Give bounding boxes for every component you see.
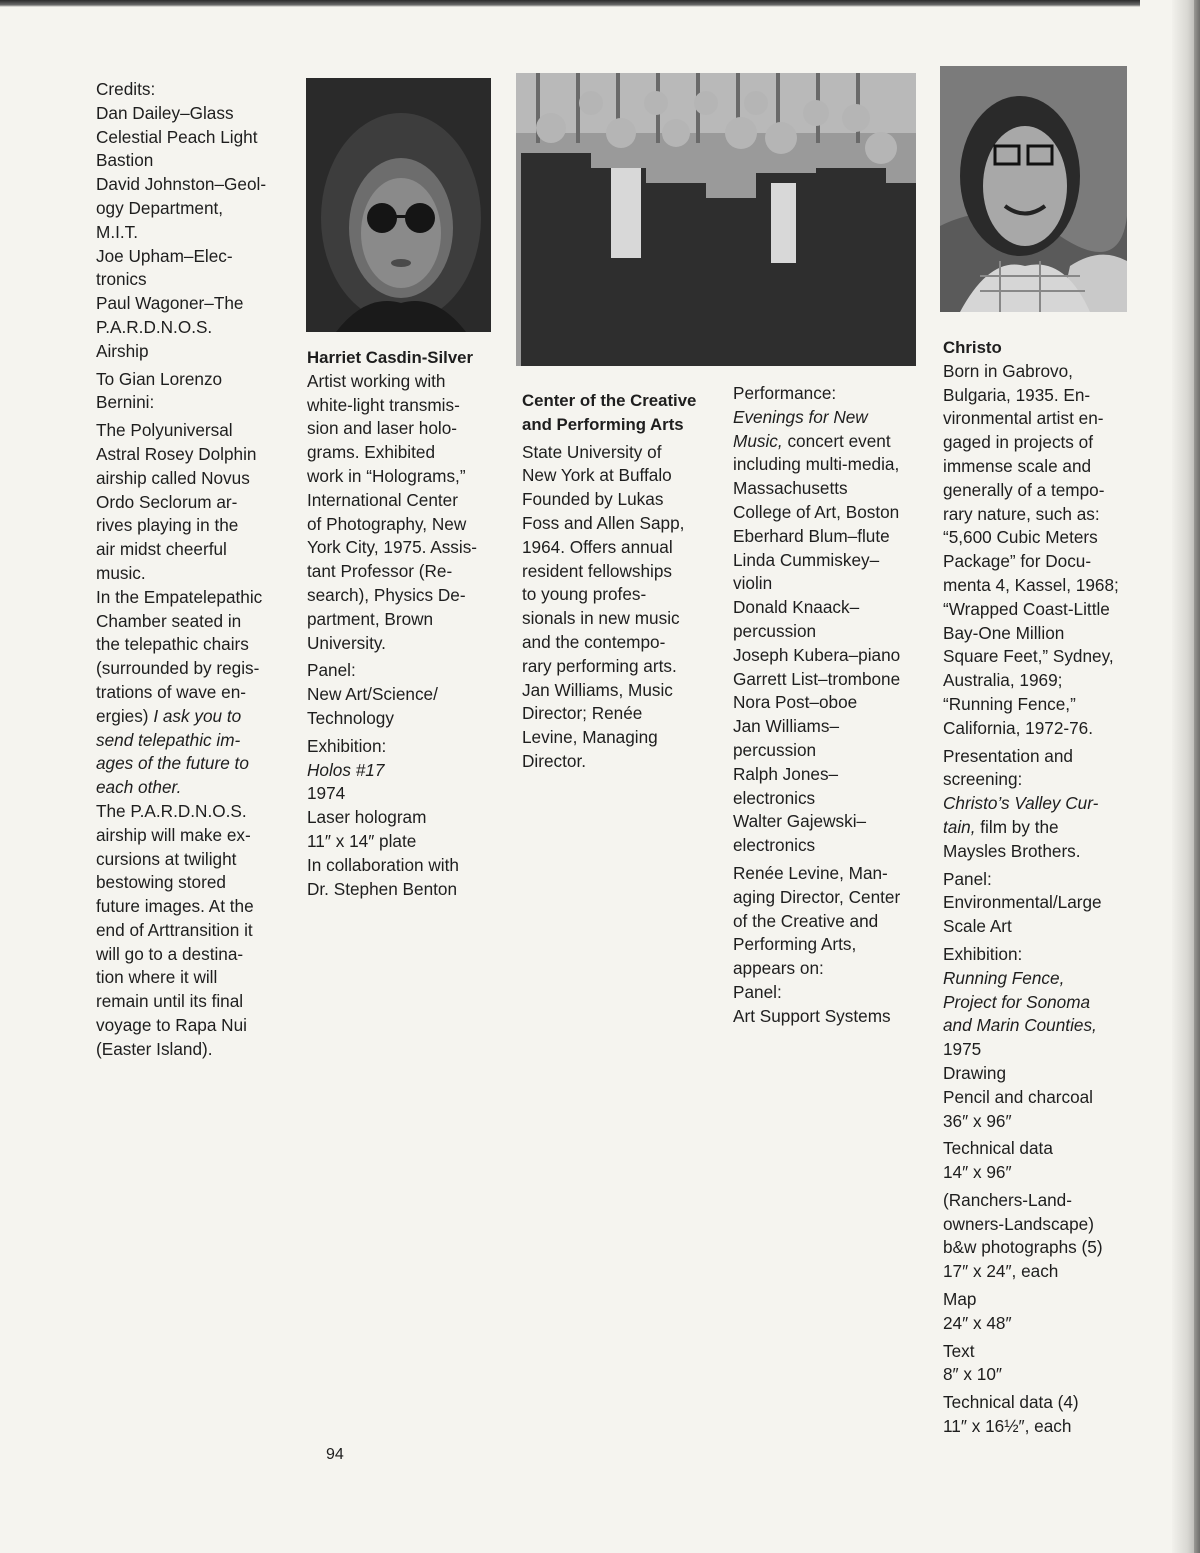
bio-line: vironmental artist en-	[943, 408, 1104, 429]
bio-line: Bay-One Million	[943, 622, 1065, 643]
panel-line: New Art/Science/	[307, 684, 438, 705]
performer-line: percussion	[733, 739, 817, 760]
film-suffix: film by the	[980, 816, 1059, 837]
work-title: Holos #17	[307, 759, 385, 780]
performer-line: Massachusetts	[733, 478, 848, 499]
body-line: Levine, Managing	[522, 727, 658, 748]
bio-line: work in “Holograms,”	[307, 465, 466, 486]
credit-line: Celestial Peach Light	[96, 126, 258, 147]
bio-line: California, 1972-76.	[943, 717, 1094, 738]
map-line: 24″ x 48″	[943, 1312, 1012, 1333]
exhibition-line: 1975	[943, 1039, 982, 1060]
credit-line: M.I.T.	[96, 221, 139, 242]
performer-line: electronics	[733, 787, 816, 808]
photographs-line: owners-Landscape)	[943, 1213, 1094, 1234]
bio-line: Package” for Docu-	[943, 551, 1092, 572]
column-christo	[943, 336, 1119, 1439]
performance-title-mixed	[733, 430, 900, 454]
closing-line: remain until its final	[96, 991, 244, 1012]
body-line: (surrounded by regis-	[96, 658, 260, 679]
artist-name: Harriet Casdin-Silver	[307, 348, 474, 367]
page-binding-shadow	[1194, 0, 1200, 1553]
closing-line: future images. At the	[96, 896, 254, 917]
body-line: 1964. Offers annual	[522, 536, 673, 557]
performer-line: Jan Williams–	[733, 716, 840, 737]
body-line: rives playing in the	[96, 515, 239, 536]
performer-line: Walter Gajewski–	[733, 811, 867, 832]
performer-line: Garrett List–trombone	[733, 668, 901, 689]
technical-data-line: Technical data (4)	[943, 1392, 1079, 1413]
body-line-mixed	[96, 705, 266, 729]
performance-suffix: concert event	[787, 430, 891, 451]
body-line: Chamber seated in	[96, 610, 242, 631]
bio-line: Born in Gabrovo,	[943, 360, 1073, 381]
italic-line: I ask you to	[153, 705, 242, 726]
bio-line: tant Professor (Re-	[307, 561, 453, 582]
performance-label: Performance:	[733, 383, 837, 403]
heading-line: and Performing Arts	[522, 414, 684, 434]
exhibition-label: Exhibition:	[943, 943, 1023, 964]
body-line: Foss and Allen Sapp,	[522, 512, 685, 533]
column-performance	[733, 382, 900, 1029]
exhibition-title: and Marin Counties,	[943, 1015, 1097, 1036]
body-line: Astral Rosey Dolphin	[96, 443, 257, 464]
levine-line: aging Director, Center	[733, 886, 901, 907]
closing-line: cursions at twilight	[96, 848, 237, 869]
film-title: Christo’s Valley Cur-	[943, 793, 1099, 814]
bio-line: Square Feet,” Sydney,	[943, 646, 1114, 667]
bio-line: International Center	[307, 489, 458, 510]
page-number: 94	[326, 1446, 344, 1463]
credit-line: Dan Dailey–Glass	[96, 102, 234, 123]
film-title: tain,	[943, 816, 976, 837]
film-title-mixed	[943, 816, 1119, 840]
performance-title: Evenings for New	[733, 406, 868, 427]
panel-text: Art Support Systems	[733, 1005, 891, 1026]
bio-line: rary nature, such as:	[943, 503, 1100, 524]
dedication-line: Bernini:	[96, 392, 155, 413]
body-line: to young profes-	[522, 584, 647, 605]
bio-line: white-light transmis-	[307, 394, 460, 415]
center-creative-arts-group-photo	[516, 73, 916, 366]
closing-line: airship will make ex-	[96, 824, 251, 845]
exhibition-title: Project for Sonoma	[943, 991, 1091, 1012]
presentation-line: Presentation and	[943, 745, 1073, 766]
column-center-creative-arts	[522, 389, 696, 774]
heading-line: Center of the Creative	[522, 391, 697, 410]
bio-line: “5,600 Cubic Meters	[943, 527, 1098, 548]
exhibition-title: Running Fence,	[943, 967, 1065, 988]
performer-line: Linda Cummiskey–	[733, 549, 880, 570]
panel-label: Panel:	[733, 981, 782, 1002]
column-credits	[96, 78, 266, 1062]
body-line: airship called Novus	[96, 467, 250, 488]
performer-line: College of Art, Boston	[733, 501, 900, 522]
panel-line: Technology	[307, 707, 394, 728]
work-line: 1974	[307, 783, 346, 804]
body-line: rary performing arts.	[522, 655, 677, 676]
performance-title: Music,	[733, 430, 783, 451]
bio-line: “Running Fence,”	[943, 693, 1076, 714]
performer-line: Joseph Kubera–piano	[733, 644, 901, 665]
performer-line: Donald Knaack–	[733, 597, 860, 618]
work-line: 11″ x 14″ plate	[307, 830, 417, 851]
closing-line: tion where it will	[96, 967, 218, 988]
work-line: In collaboration with	[307, 854, 459, 875]
bio-line: sion and laser holo-	[307, 418, 458, 439]
panel-label: Panel:	[943, 868, 992, 889]
credit-line: David Johnston–Geol-	[96, 174, 267, 195]
bio-line: Australia, 1969;	[943, 670, 1063, 691]
exhibition-line: Pencil and charcoal	[943, 1086, 1094, 1107]
credit-line: Airship	[96, 340, 149, 361]
photographs-line: b&w photographs (5)	[943, 1237, 1103, 1258]
body-line: the telepathic chairs	[96, 634, 249, 655]
body-line: Jan Williams, Music	[522, 679, 673, 700]
credit-line: P.A.R.D.N.O.S.	[96, 316, 213, 337]
credit-line: ogy Department,	[96, 197, 224, 218]
performer-line: percussion	[733, 620, 817, 641]
body-line: New York at Buffalo	[522, 465, 672, 486]
performer-line: including multi-media,	[733, 454, 900, 475]
text-item-line: 8″ x 10″	[943, 1364, 1002, 1385]
bio-line: partment, Brown	[307, 608, 434, 629]
performer-line: Eberhard Blum–flute	[733, 525, 890, 546]
body-line: The Polyuniversal	[96, 420, 233, 441]
panel-line: Environmental/Large	[943, 892, 1102, 913]
christo-photo	[940, 66, 1127, 312]
bio-line: search), Physics De-	[307, 584, 466, 605]
credit-line: Paul Wagoner–The	[96, 293, 244, 314]
closing-line: voyage to Rapa Nui	[96, 1015, 247, 1036]
photographs-line: 17″ x 24″, each	[943, 1261, 1059, 1282]
body-line: State University of	[522, 441, 662, 462]
bio-line: York City, 1975. Assis-	[307, 537, 478, 558]
exhibition-line: 36″ x 96″	[943, 1110, 1012, 1131]
text-item-line: Text	[943, 1340, 975, 1361]
body-line: Director; Renée	[522, 703, 643, 724]
bio-line: immense scale and	[943, 455, 1092, 476]
body-line: Ordo Seclorum ar-	[96, 491, 238, 512]
closing-line: end of Arttransition it	[96, 919, 253, 940]
body-line: sionals in new music	[522, 608, 680, 629]
body-line: Director.	[522, 750, 586, 771]
bio-line: generally of a tempo-	[943, 479, 1105, 500]
map-line: Map	[943, 1289, 977, 1310]
page-top-edge	[0, 0, 1140, 7]
panel-label: Panel:	[307, 660, 356, 681]
credit-line: Bastion	[96, 150, 154, 171]
performer-line: Ralph Jones–	[733, 763, 839, 784]
bio-line: menta 4, Kassel, 1968;	[943, 574, 1119, 595]
levine-line: appears on:	[733, 958, 824, 979]
body-line: music.	[96, 562, 146, 583]
bio-line: “Wrapped Coast-Little	[943, 598, 1110, 619]
closing-line: bestowing stored	[96, 872, 226, 893]
dedication-line: To Gian Lorenzo	[96, 368, 223, 389]
bio-line: grams. Exhibited	[307, 442, 436, 463]
italic-line: send telepathic im-	[96, 729, 241, 750]
performer-line: violin	[733, 573, 773, 594]
bio-line: University.	[307, 632, 386, 653]
performer-line: Nora Post–oboe	[733, 692, 858, 713]
closing-line: (Easter Island).	[96, 1038, 213, 1059]
technical-data-line: Technical data	[943, 1138, 1053, 1159]
harriet-casdin-silver-photo	[306, 78, 491, 332]
italic-line: each other.	[96, 777, 182, 798]
credit-line: tronics	[96, 269, 147, 290]
film-credit: Maysles Brothers.	[943, 840, 1081, 861]
exhibition-line: Drawing	[943, 1062, 1007, 1083]
presentation-line: screening:	[943, 769, 1023, 790]
bio-line: Artist working with	[307, 370, 446, 391]
technical-data-line: 14″ x 96″	[943, 1162, 1012, 1183]
performer-line: electronics	[733, 835, 816, 856]
body-line: Founded by Lukas	[522, 489, 664, 510]
column-harriet-casdin-silver	[307, 346, 477, 901]
levine-line: Renée Levine, Man-	[733, 862, 888, 883]
artist-name: Christo	[943, 338, 1002, 357]
closing-line: The P.A.R.D.N.O.S.	[96, 800, 247, 821]
work-line: Laser hologram	[307, 807, 427, 828]
bio-line: Bulgaria, 1935. En-	[943, 384, 1091, 405]
body-line: air midst cheerful	[96, 539, 227, 560]
credits-heading: Credits:	[96, 79, 156, 99]
photographs-line: (Ranchers-Land-	[943, 1189, 1072, 1210]
panel-line: Scale Art	[943, 916, 1012, 937]
body-line: In the Empatelepathic	[96, 586, 263, 607]
body-line: trations of wave en-	[96, 681, 246, 702]
body-line: resident fellowships	[522, 560, 672, 581]
bio-line: gaged in projects of	[943, 432, 1094, 453]
credit-line: Joe Upham–Elec-	[96, 245, 233, 266]
work-line: Dr. Stephen Benton	[307, 878, 458, 899]
body-line: ergies)	[96, 705, 149, 726]
body-line: and the contempo-	[522, 631, 666, 652]
closing-line: will go to a destina-	[96, 943, 244, 964]
technical-data-line: 11″ x 16½″, each	[943, 1416, 1072, 1437]
levine-line: of the Creative and	[733, 910, 879, 931]
exhibition-label: Exhibition:	[307, 735, 387, 756]
italic-line: ages of the future to	[96, 753, 249, 774]
bio-line: of Photography, New	[307, 513, 467, 534]
levine-line: Performing Arts,	[733, 934, 857, 955]
